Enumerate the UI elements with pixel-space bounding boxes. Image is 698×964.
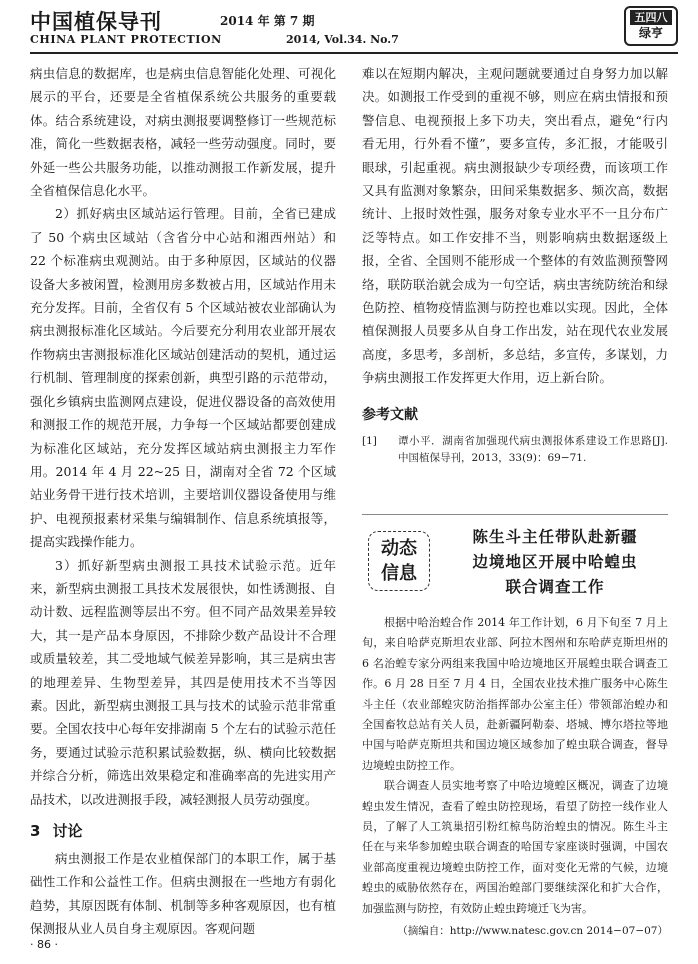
news-title-line: 边境地区开展中哈蝗虫 (472, 553, 638, 571)
section-heading (30, 819, 336, 843)
paragraph: 病虫测报工作是农业植保部门的本职工作，属于基础性工作和公益性工作。但病虫测报在一些地方有弱化趋势，其原因既有体制、机制等多种客观原因，也有植保测报从业人员自身主观原因。客观问题 (30, 851, 336, 937)
paragraph: 2）抓好病虫区域站运行管理。目前，全省已建成了 50 个病虫区域站（含省分中心站和湘西州站）和 22 个标准病虫观测站。由于多种原因，区域站的仪器设备大多被闲置，检测用房多数被占用，区域站作用未充分发挥。目前，全省仅有 5 个区域站被农业部确认为病虫测报标准化区域站。今后要充分利用农业部开展农作物病虫害测报标准化区域站创建活动的契机，通过运行机制、管理制度的探索创新，典型引路的示范带动，强化乡镇病虫监测网点建设，促进仪器设备的高效使用和测报工作的规范开展，力争每一个区域站都要创建成为标准化区域站，充分发挥区域站病虫测报主力军作用。2014 年 4 月 22~25 日，湖南对全省 72 个区域站业务骨干进行技术培训，主要培训仪器设备使用与维护、电视预报素材采集与编辑制作、信息系统填报等，提高实践操作能力。 (30, 206, 336, 550)
header-rule (30, 52, 678, 54)
news-tag-line: 动态 (381, 538, 417, 559)
news-body (362, 613, 668, 919)
journal-title-cn: 中国植保导刊 (30, 9, 162, 34)
paragraph: 根据中哈治蝗合作 2014 年工作计划，6 月下旬至 7 月上旬，来自哈萨克斯坦农业部、阿拉木图州和东哈萨克斯坦州的 6 名治蝗专家分两组来我国中哈边境地区开展蝗虫联合调查工作。6 月 28 日至 7 月 4 日，全国农业技术推广服务中心陈生斗主任（农业部蝗灾防治指挥部办公室主任）带领部治蝗办和全国畜牧总站有关人员，赴新疆阿勒泰、塔城、博尔塔拉等地中国与哈萨克斯坦共和国边境区域参加了蝗虫联合调查，督导边境蝗虫防控工作。 (362, 616, 668, 772)
paragraph: 病虫信息的数据库，也是病虫信息智能化处理、可视化展示的平台，还要是全省植保系统公共服务的重要载体。结合系统建设，对病虫测报要调整修订一些规范标准，简化一些数据表格，减轻一些劳动强度。同时，要外延一些公共服务功能，以推动测报工作新发展，提升全省植保信息化水平。 (30, 66, 336, 199)
paragraph: 联合调查人员实地考察了中哈边境蝗区概况，调查了边境蝗虫发生情况，查看了蝗虫防控现场，看望了防控一线作业人员，了解了人工筑巢招引粉红椋鸟防治蝗虫的情况。陈生斗主任在与来华参加蝗虫联合调查的哈国专家座谈时强调，中国农业部高度重视边境蝗虫防控工作，面对变化无常的气候，边境蝗虫的威胁依然存在，两国治蝗部门要继续深化和扩大合作，加强监测与防控，有效防止蝗虫跨境迁飞为害。 (362, 779, 668, 915)
sponsor-logo-bottom: 绿亨 (638, 26, 663, 40)
sponsor-logo-top: 五四八 (630, 10, 672, 25)
news-title-line: 陈生斗主任带队赴新疆 (472, 528, 638, 546)
news-header (362, 525, 668, 603)
section-title: 讨论 (52, 822, 83, 840)
journal-title-en: CHINA PLANT PROTECTION (30, 33, 222, 46)
left-column (30, 62, 336, 941)
news-divider (362, 514, 668, 515)
news-tag-line: 信息 (381, 563, 417, 584)
right-column (362, 62, 668, 467)
reference-item (362, 433, 668, 467)
references-heading: 参考文献 (362, 406, 418, 423)
reference-text: 谭小平．湖南省加强现代病虫测报体系建设工作思路[J]. 中国植保导刊，2013，33(9)：69−71. (398, 435, 668, 465)
issue-label-cn: 2014 年 第 7 期 (220, 14, 315, 28)
news-tag (368, 531, 430, 591)
reference-number: [1] (362, 435, 377, 448)
page-header (30, 4, 678, 50)
news-title (444, 525, 666, 600)
issue-label-en: 2014, Vol.34. No.7 (286, 33, 399, 46)
news-title-line: 联合调查工作 (505, 578, 605, 596)
news-box (362, 514, 668, 941)
paragraph: 难以在短期内解决，主观问题就要通过自身努力加以解决。如测报工作受到的重视不够，则应在病虫情报和预警信息、电视预报上多下功夫，突出看点，避免“行内看无用，行外看不懂”，要多宣传，多汇报，才能吸引眼球，引起重视。病虫测报缺少专项经费，而该项工作又具有监测对象繁杂，田间采集数据多、频次高，数据统计、上报时效性强，服务对象专业水平不一且分布广泛等特点。如工作安排不当，则影响病虫数据逐级上报，全省、全国则不能形成一个整体的有效监测预警网络，联防联治就会成为一句空话，病虫害统防统治和绿色防控、植物疫情监测与防控也难以实现。因此，全体植保测报人员要多从自身工作出发，站在现代农业发展高度，多思考，多剖析，多总结，多宣传，多谋划，力争病虫测报工作发挥更大作用，迈上新台阶。 (362, 66, 668, 386)
sponsor-logo (624, 6, 678, 46)
section-number: 3 (30, 822, 41, 840)
news-source: （摘编自：http://www.natesc.gov.cn 2014−07−07） (397, 925, 668, 938)
page-number: · 86 · (30, 938, 58, 951)
paragraph: 3）抓好新型病虫测报工具技术试验示范。近年来，新型病虫测报工具技术发展很快，如性诱测报、自动计数、远程监测等层出不穷。但不同产品效果差异较大，其一是产品本身原因，不排除少数产品设计不合理或质量较差，其二受地域气候差异影响，其三是病虫害的地理差异、生物型差异，其四是使用技术不当等因素。因此，新型病虫测报工具与技术的试验示范非常重要。全国农技中心每年安排湖南 5 个左右的试验示范任务，要通过试验示范积累试验数据，纵、横向比较数据并综合分析，筛选出效果稳定和准确率高的先进实用产品技术，以改进测报手段，减轻测报人员劳动强度。 (30, 557, 336, 807)
